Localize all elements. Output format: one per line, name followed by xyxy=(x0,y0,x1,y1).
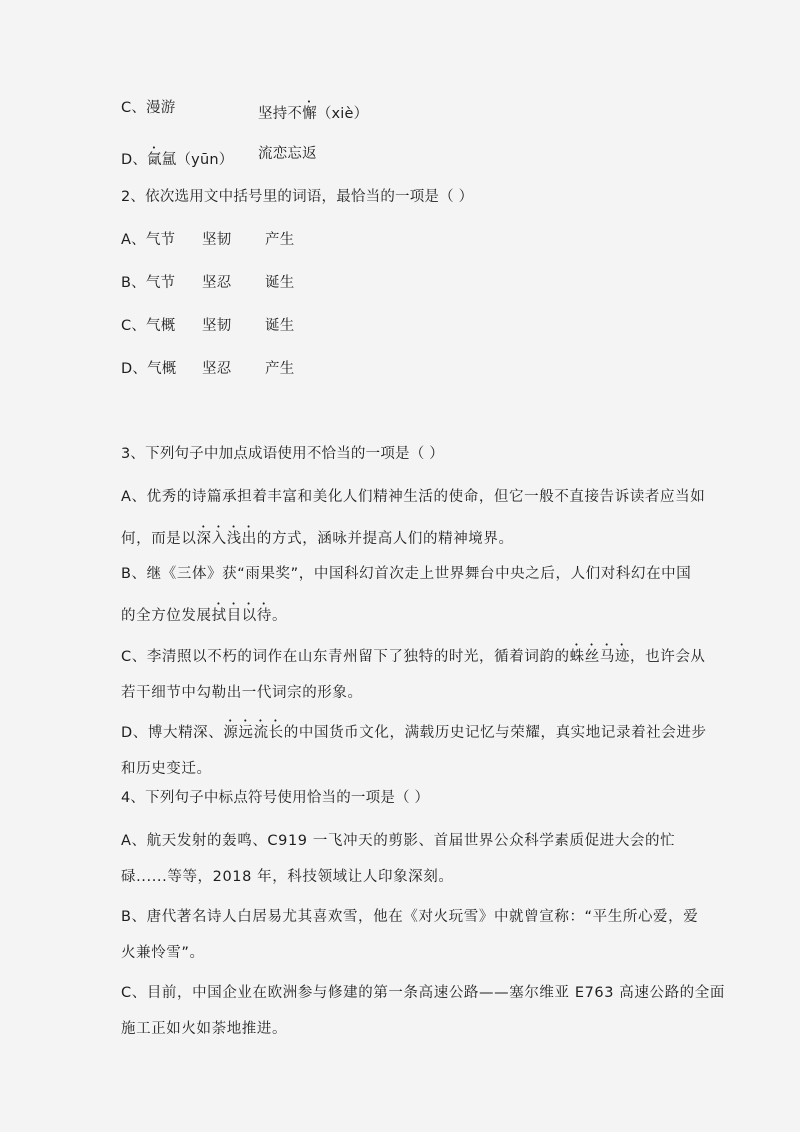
q3-option-b: B、继《三体》获“雨果奖”，中国科幻首次走上世界舞台中央之后，人们对科幻在中国 的全方位发展拭目以待。 xyxy=(121,566,692,624)
q1-option-c-label: C、漫游 xyxy=(121,100,176,116)
q4-stem: 4、下列句子中标点符号使用恰当的一项是（ ） xyxy=(121,790,430,806)
emphasized-idiom: 拭目以待 xyxy=(211,608,273,624)
emphasized-idiom: 源远流长 xyxy=(223,725,284,741)
q4-option-a: A、航天发射的轰鸣、C919 一飞冲天的剪影、首届世界公众科学素质促进大会的忙 碌......等等，2018 年，科技领域让人印象深刻。 xyxy=(121,833,676,885)
q3-option-a: A、优秀的诗篇承担着丰富和美化人们精神生活的使命，但它一般不直接告诉读者应当如 何，而是以深入浅出的方式，涵咏并提高人们的精神境界。 xyxy=(121,489,706,547)
q1-option-d-right: 流恋忘返 xyxy=(258,146,317,162)
q4-option-c: C、目前，中国企业在欧洲参与修建的第一条高速公路——塞尔维亚 E763 高速公路的全面 施工正如火如荼地推进。 xyxy=(121,985,725,1037)
q3-option-d: D、博大精深、源远流长的中国货币文化，满载历史记忆与荣耀，真实地记录着社会进步 和历史变迁。 xyxy=(121,725,707,777)
q2-stem: 2、依次选用文中括号里的词语，最恰当的一项是（ ） xyxy=(121,189,474,205)
q1-option-d: D、氤氲（yūn） 流恋忘返 xyxy=(121,146,317,168)
q2-option-c: C、气概 坚韧 诞生 xyxy=(121,318,295,334)
q2-option-b: B、气节 坚忍 诞生 xyxy=(121,275,295,291)
q4-option-b: B、唐代著名诗人白居易尤其喜欢雪，他在《对火玩雪》中就曾宣称：“平生所心爱，爱 火兼怜雪”。 xyxy=(121,909,699,961)
q3-option-c: C、李清照以不朽的词作在山东青州留下了独特的时光，循着词韵的蛛丝马迹，也许会从 若干细节中勾勒出一代词宗的形象。 xyxy=(121,649,706,701)
emphasis-char: 懈 xyxy=(302,106,317,122)
q3-stem: 3、下列句子中加点成语使用不恰当的一项是（ ） xyxy=(121,446,444,462)
q2-option-a: A、气节 坚韧 产生 xyxy=(121,232,295,248)
emphasis-char: 氤 xyxy=(147,152,162,168)
q2-option-d: D、气概 坚忍 产生 xyxy=(121,361,295,377)
emphasized-idiom: 蛛丝马迹 xyxy=(569,649,631,665)
q1-option-c-right: 坚持不懈（xiè） xyxy=(258,106,369,122)
q1-option-c xyxy=(121,98,369,122)
emphasized-idiom: 深入浅出 xyxy=(196,531,257,547)
